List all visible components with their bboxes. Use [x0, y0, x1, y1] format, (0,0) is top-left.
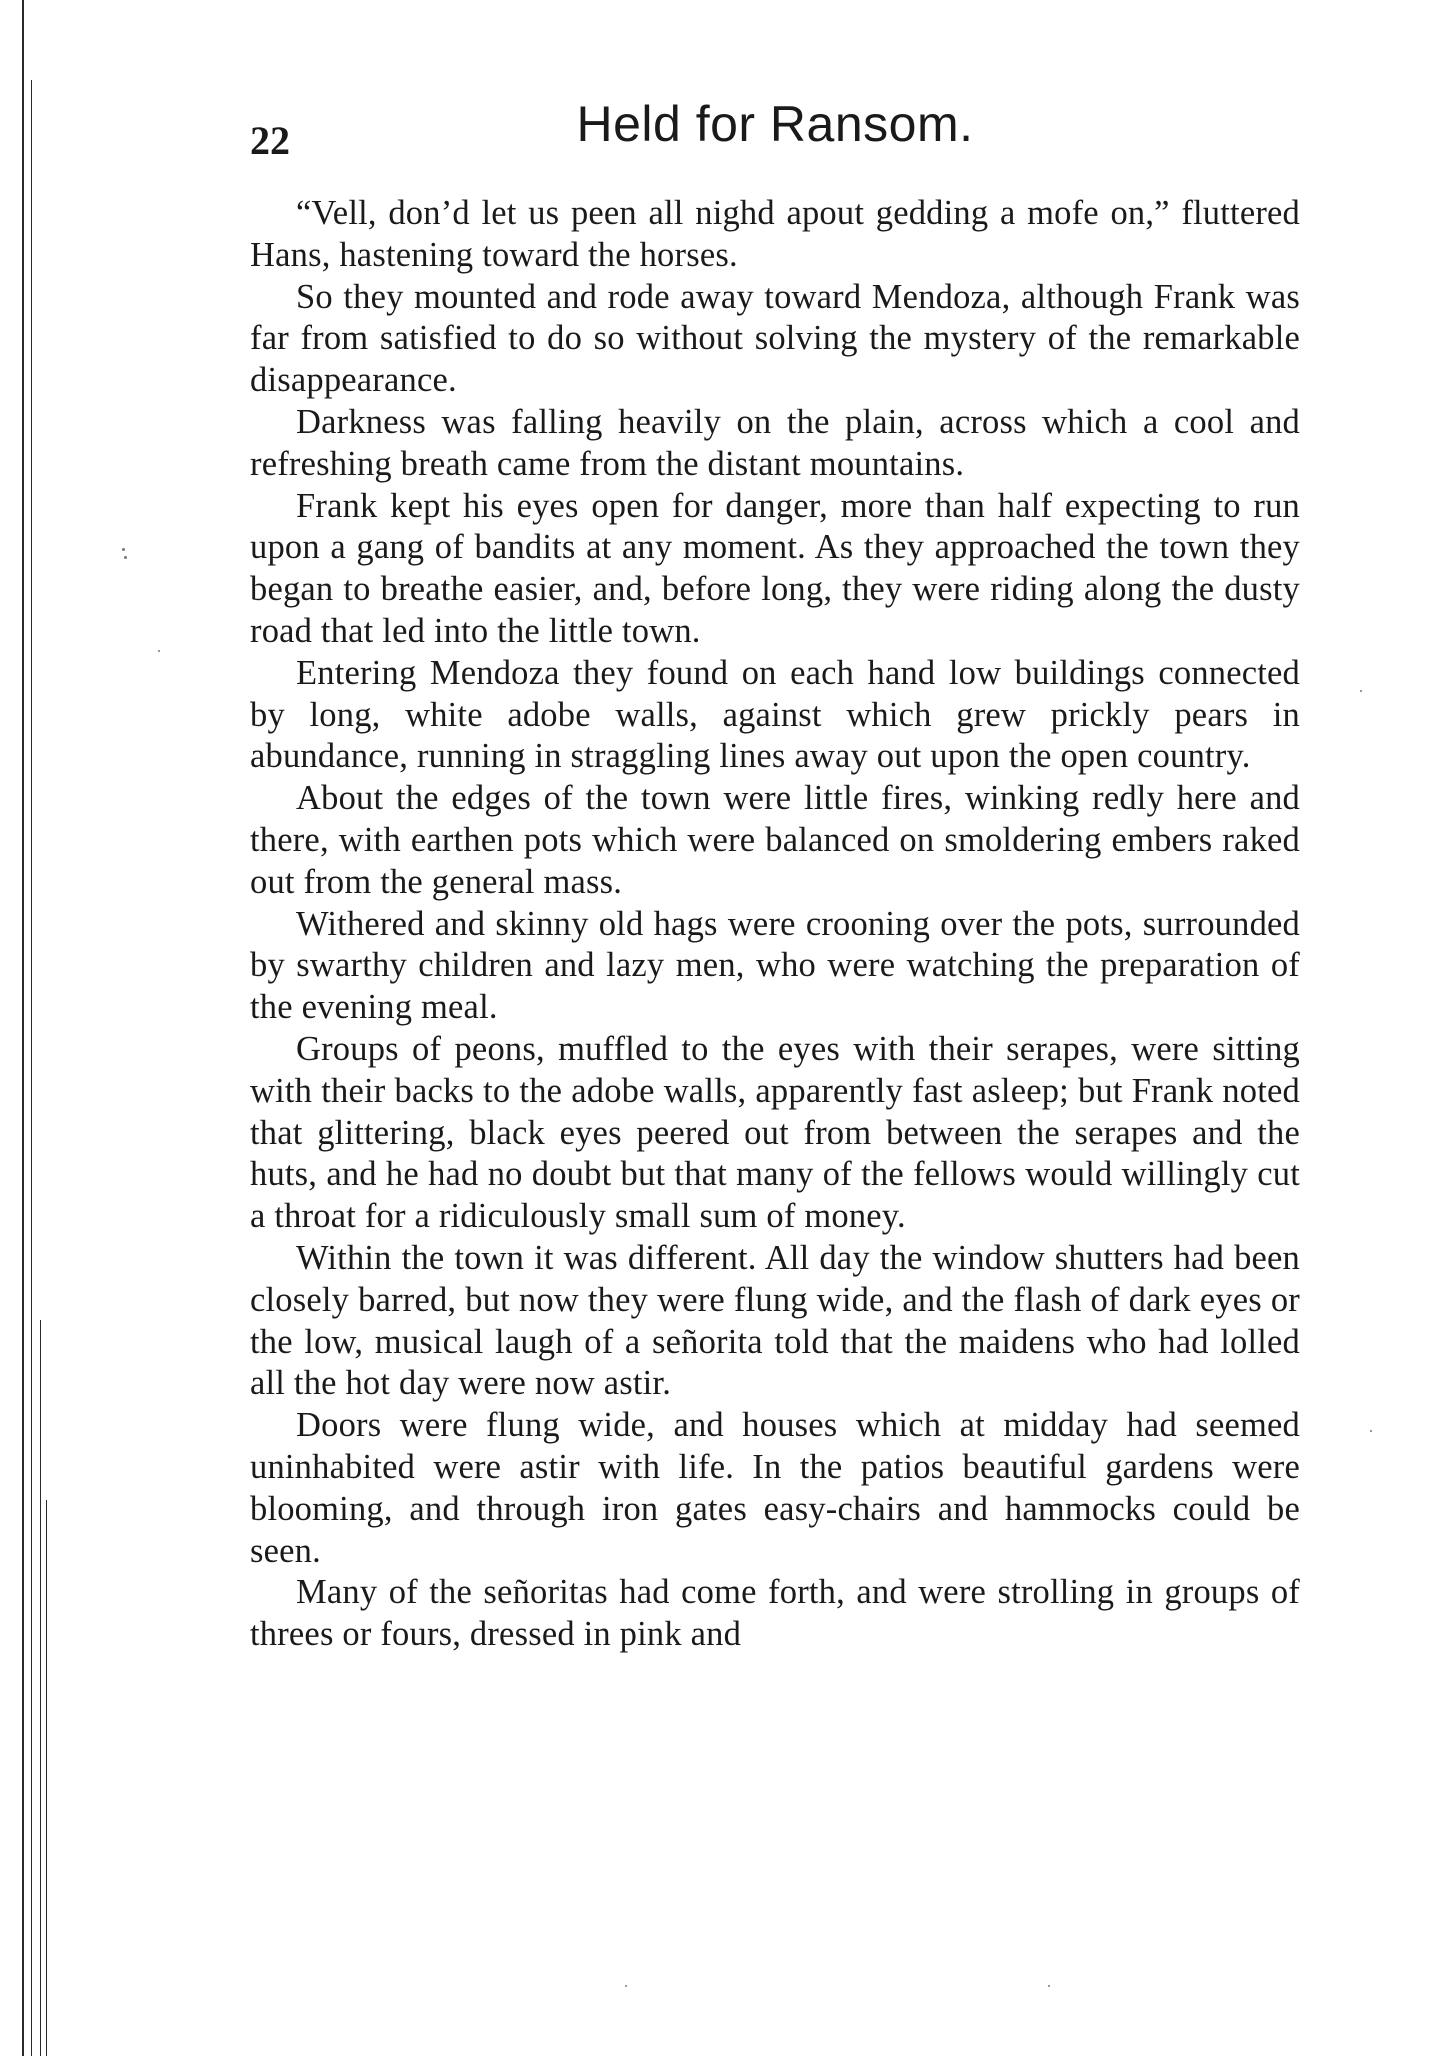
running-title: Held for Ransom.: [576, 96, 974, 152]
paragraph: Within the town it was different. All day the window shutters had been closely barred, but now they were flung wide, and the flash of dark eyes or the low, musical laugh of a señorita told that the maidens who had lolled all the hot day were now astir.: [250, 1238, 1300, 1403]
scan-speck: [1370, 1430, 1372, 1432]
scan-speck: [158, 650, 160, 652]
binding-edge-line: [22, 0, 24, 2056]
book-page: [250, 95, 1300, 1656]
scan-speck: [124, 556, 127, 559]
paragraph: Withered and skinny old hags were crooning over the pots, surrounded by swarthy children and lazy men, who were watching the preparation of the evening meal.: [250, 904, 1300, 1027]
paragraph: Many of the señoritas had come forth, and were strolling in groups of threes or fours, dressed in pink and: [250, 1573, 1300, 1654]
paragraph: Doors were flung wide, and houses which at midday had seemed uninhabited were astir with life. In the patios beautiful gardens were blooming, and through iron gates easy-chairs and hammocks could be seen.: [250, 1406, 1300, 1570]
scan-speck: [1048, 1985, 1050, 1987]
paragraph: So they mounted and rode away toward Mendoza, although Frank was far from satisfied to do so without solving the mystery of the remarkable disappearance.: [250, 277, 1300, 400]
binding-edge-line: [31, 80, 32, 2056]
paragraph: Groups of peons, muffled to the eyes with their serapes, were sitting with their backs to the adobe walls, apparently fast asleep; but Frank noted that glittering, black eyes peered out from between the serapes and the huts, and he had no doubt but that many of the fellows would willingly cut a throat for a ridiculously small sum of money.: [250, 1029, 1300, 1236]
binding-edge-line: [46, 1500, 47, 2056]
paragraph: Frank kept his eyes open for danger, more than half expecting to run upon a gang of bandits at any moment. As they approached the town they began to breathe easier, and, before long, they were riding along the dusty road that led into the little town.: [250, 486, 1300, 650]
page-header: [250, 95, 1300, 175]
binding-edge-line: [40, 1320, 41, 2056]
body-text: [250, 193, 1300, 1656]
paragraph: Darkness was falling heavily on the plain, across which a cool and refreshing breath came from the distant mountains.: [250, 402, 1300, 483]
paragraph: Entering Mendoza they found on each hand low buildings connected by long, white adobe walls, against which grew prickly pears in abundance, running in straggling lines away out upon the open country.: [250, 653, 1300, 776]
page-number: 22: [250, 118, 290, 163]
scan-speck: [1360, 690, 1362, 692]
paragraph: “Vell, don’d let us peen all nighd apout gedding a mofe on,” fluttered Hans, hastening toward the horses.: [250, 194, 1300, 274]
paragraph: About the edges of the town were little fires, winking redly here and there, with earthen pots which were balanced on smoldering embers raked out from the general mass.: [250, 779, 1300, 901]
scan-speck: [122, 548, 125, 551]
scan-speck: [625, 1985, 627, 1987]
